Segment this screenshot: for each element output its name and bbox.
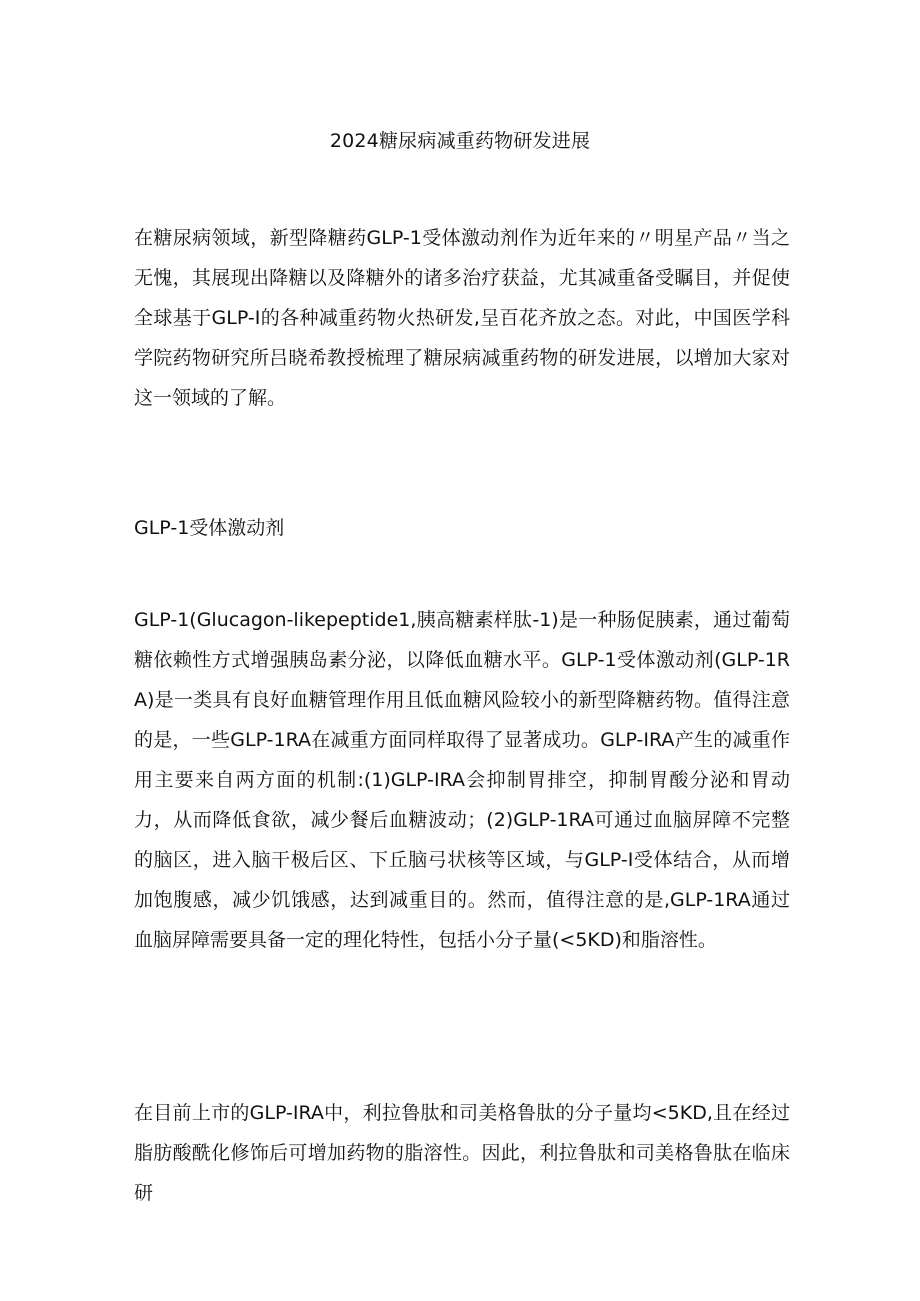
document-title: 2024糖尿病减重药物研发进展 (329, 130, 591, 152)
mechanism-paragraph: GLP-1(Glucagon-likepeptide1,胰高糖素样肽-1)是一种肠促胰素，通过葡萄糖依赖性方式增强胰岛素分泌，以降低血糖水平。GLP-1受体激动剂(GLP-1RA)是一类具有良好血糖管理作用且低血糖风险较小的新型降糖药物。值得注意的是，一些GLP-1RA在减重方面同样取得了显著成功。GLP-IRA产生的减重作用主要来自两方面的机制:(1)GLP-IRA会抑制胃排空，抑制胃酸分泌和胃动力，从而降低食欲，减少餐后血糖波动；(2)GLP-1RA可通过血脑屏障不完整的脑区，进入脑干极后区、下丘脑弓状核等区域，与GLP-I受体结合，从而增加饱腹感，减少饥饿感，达到减重目的。然而，值得注意的是,GLP-1RA通过血脑屏障需要具备一定的理化特性，包括小分子量(<5KD)和脂溶性。 (134, 609, 790, 951)
section-heading: GLP-1受体激动剂 (134, 517, 285, 539)
marketed-drugs-paragraph: 在目前上市的GLP-IRA中，利拉鲁肽和司美格鲁肽的分子量均<5KD,且在经过脂肪酸酰化修饰后可增加药物的脂溶性。因此，利拉鲁肽和司美格鲁肽在临床研 (134, 1102, 790, 1204)
intro-paragraph: 在糖尿病领域，新型降糖药GLP-1受体激动剂作为近年来的〃明星产品〃当之无愧，其展现出降糖以及降糖外的诸多治疗获益，尤其减重备受瞩目，并促使全球基于GLP-I的各种减重药物火热研发,呈百花齐放之态。对此，中国医学科学院药物研究所吕晓希教授梳理了糖尿病减重药物的研发进展，以增加大家对这一领域的了解。 (134, 227, 790, 409)
